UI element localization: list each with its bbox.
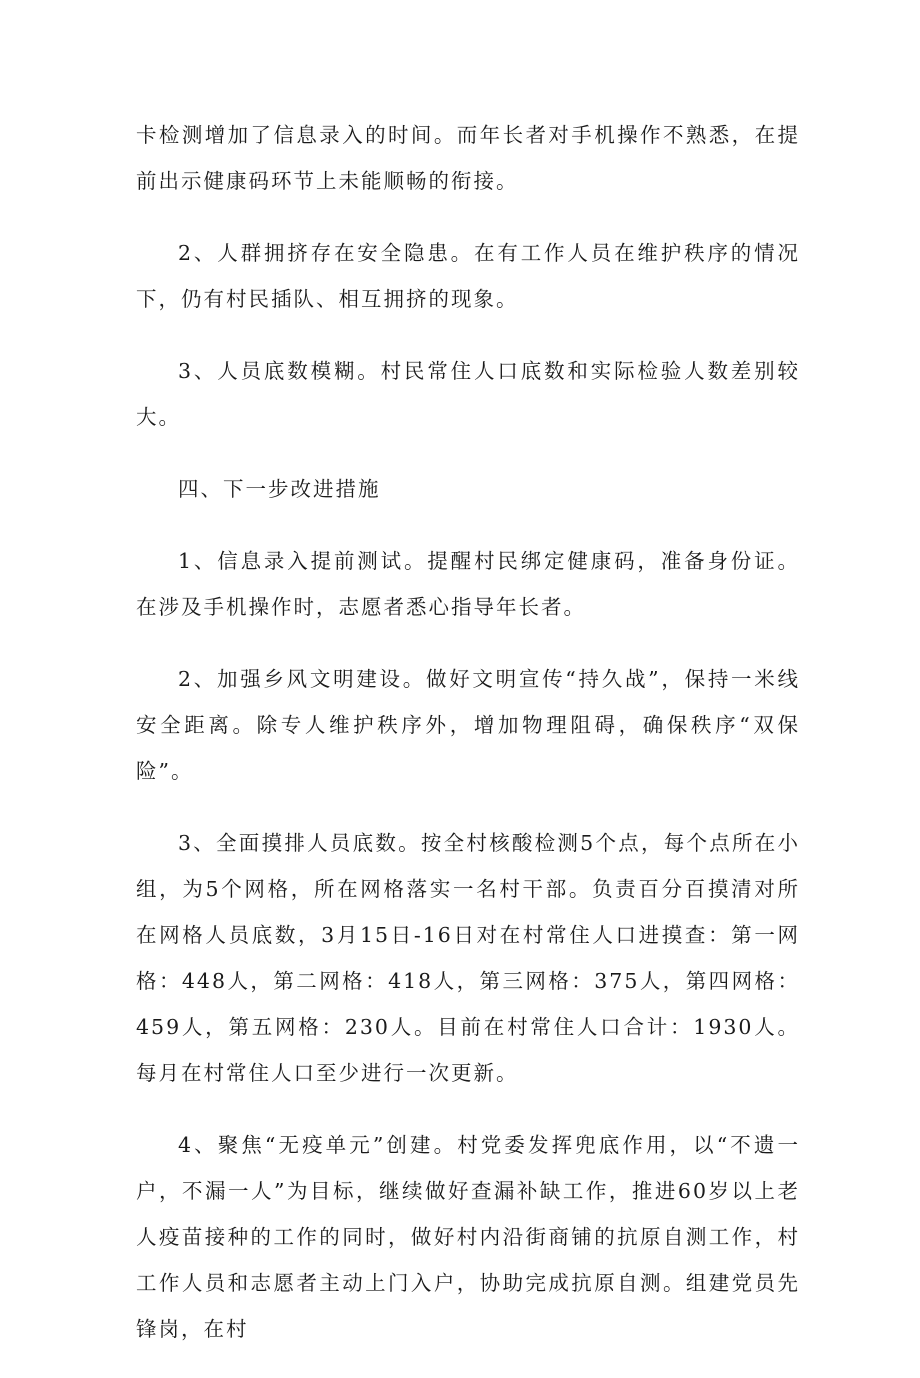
- paragraph-measure-4: 4、聚焦“无疫单元”创建。村党委发挥兜底作用，以“不遗一户，不漏一人”为目标，继续做好查漏补缺工作，推进60岁以上老人疫苗接种的工作的同时，做好村内沿街商铺的抗原自测工作，村工作人员和志愿者主动上门入户，协助完成抗原自测。组建党员先锋岗，在村: [136, 1133, 800, 1341]
- document-body: [136, 112, 800, 1378]
- section-heading-improvements: 四、下一步改进措施: [178, 477, 381, 501]
- paragraph-measure-1: 1、信息录入提前测试。提醒村民绑定健康码，准备身份证。在涉及手机操作时，志愿者悉心指导年长者。: [136, 549, 800, 619]
- paragraph-measure-2: 2、加强乡风文明建设。做好文明宣传“持久战”，保持一米线安全距离。除专人维护秩序外，增加物理阻碍，确保秩序“双保险”。: [136, 667, 800, 783]
- paragraph-crowding-issue: 2、人群拥挤存在安全隐患。在有工作人员在维护秩序的情况下，仍有村民插队、相互拥挤的现象。: [136, 241, 800, 311]
- paragraph-continuation: 卡检测增加了信息录入的时间。而年长者对手机操作不熟悉，在提前出示健康码环节上未能顺畅的衔接。: [136, 123, 800, 193]
- paragraph-population-issue: 3、人员底数模糊。村民常住人口底数和实际检验人数差别较大。: [136, 359, 800, 429]
- paragraph-measure-3: 3、全面摸排人员底数。按全村核酸检测5个点，每个点所在小组，为5个网格，所在网格落实一名村干部。负责百分百摸清对所在网格人员底数，3月15日-16日对在村常住人口进摸查：第一网格：448人，第二网格：418人，第三网格：375人，第四网格：459人，第五网格：230人。目前在村常住人口合计：1930人。每月在村常住人口至少进行一次更新。: [136, 831, 800, 1085]
